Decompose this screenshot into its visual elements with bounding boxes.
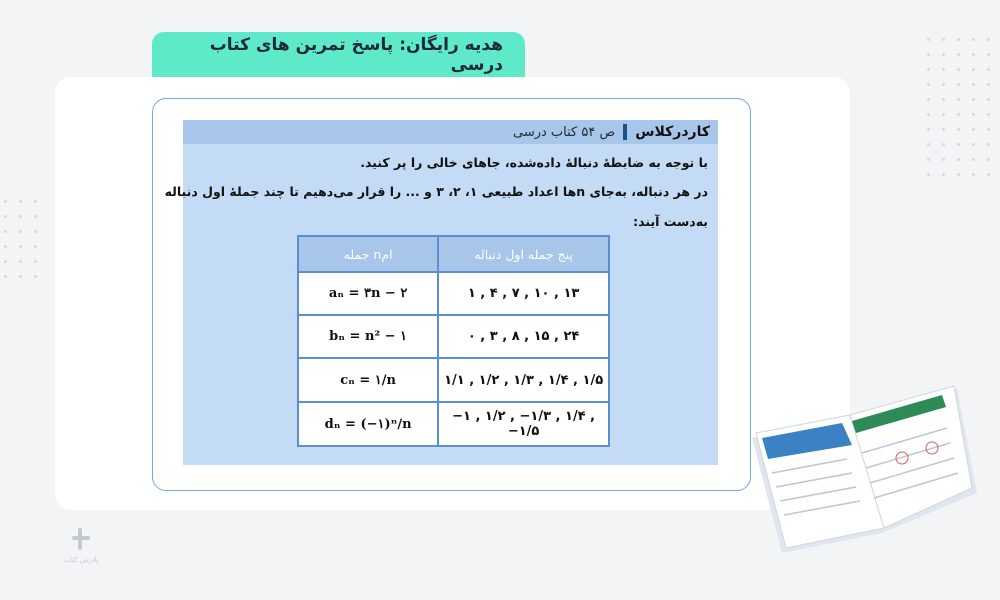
page-header [183,120,718,144]
logo-text: پادرس کتاب [63,556,99,564]
formula-cell: dₙ = (−۱)ⁿ/n [298,402,438,446]
banner-tab [152,32,525,78]
open-book-illustration [742,383,982,558]
header-general-term: جمله nام [298,236,438,272]
formula-cell: bₙ = n² − ۱ [298,315,438,358]
terms-cell: ۱/۱ , ۱/۲ , ۱/۳ , ۱/۴ , ۱/۵ [438,358,609,402]
formula-cell: aₙ = ۳n − ۲ [298,272,438,315]
textbook-page [164,120,718,465]
table-header-row [298,236,609,272]
table-row [298,272,609,315]
decor-dots-right [927,38,990,176]
table-row [298,402,609,446]
table-row [298,358,609,402]
formula-cell: cₙ = ۱/n [298,358,438,402]
terms-cell: ۱ , ۴ , ۷ , ۱۰ , ۱۳ [438,272,609,315]
instruction-line-2: در هر دنباله، به‌جای nها اعداد طبیعی ۱، ۲، ۳ و ... را قرار می‌دهیم تا چند جملهٔ اول دنباله [164,184,708,199]
site-logo[interactable] [56,526,106,564]
logo-icon [70,526,92,552]
instruction-line-1: با توجه به ضابطهٔ دنبالهٔ داده‌شده، جاهای خالی را پر کنید. [360,155,708,170]
table-row [298,315,609,358]
instruction-line-3: به‌دست آیند: [633,214,708,229]
terms-cell: ۰ , ۳ , ۸ , ۱۵ , ۲۴ [438,315,609,358]
page-header-subtitle: ص ۵۴ کتاب درسی [513,124,616,140]
page-header-title: کاردرکلاس [635,124,710,140]
banner-title: هدیه رایگان: پاسخ تمرین های کتاب درسی [209,35,503,75]
header-first-five: پنج جمله اول دنباله [438,236,609,272]
sequence-table [297,235,610,447]
terms-cell: −۱ , ۱/۲ , −۱/۳ , ۱/۴ , −۱/۵ [438,402,609,446]
decor-dots-left [4,200,37,278]
header-divider [623,124,627,140]
